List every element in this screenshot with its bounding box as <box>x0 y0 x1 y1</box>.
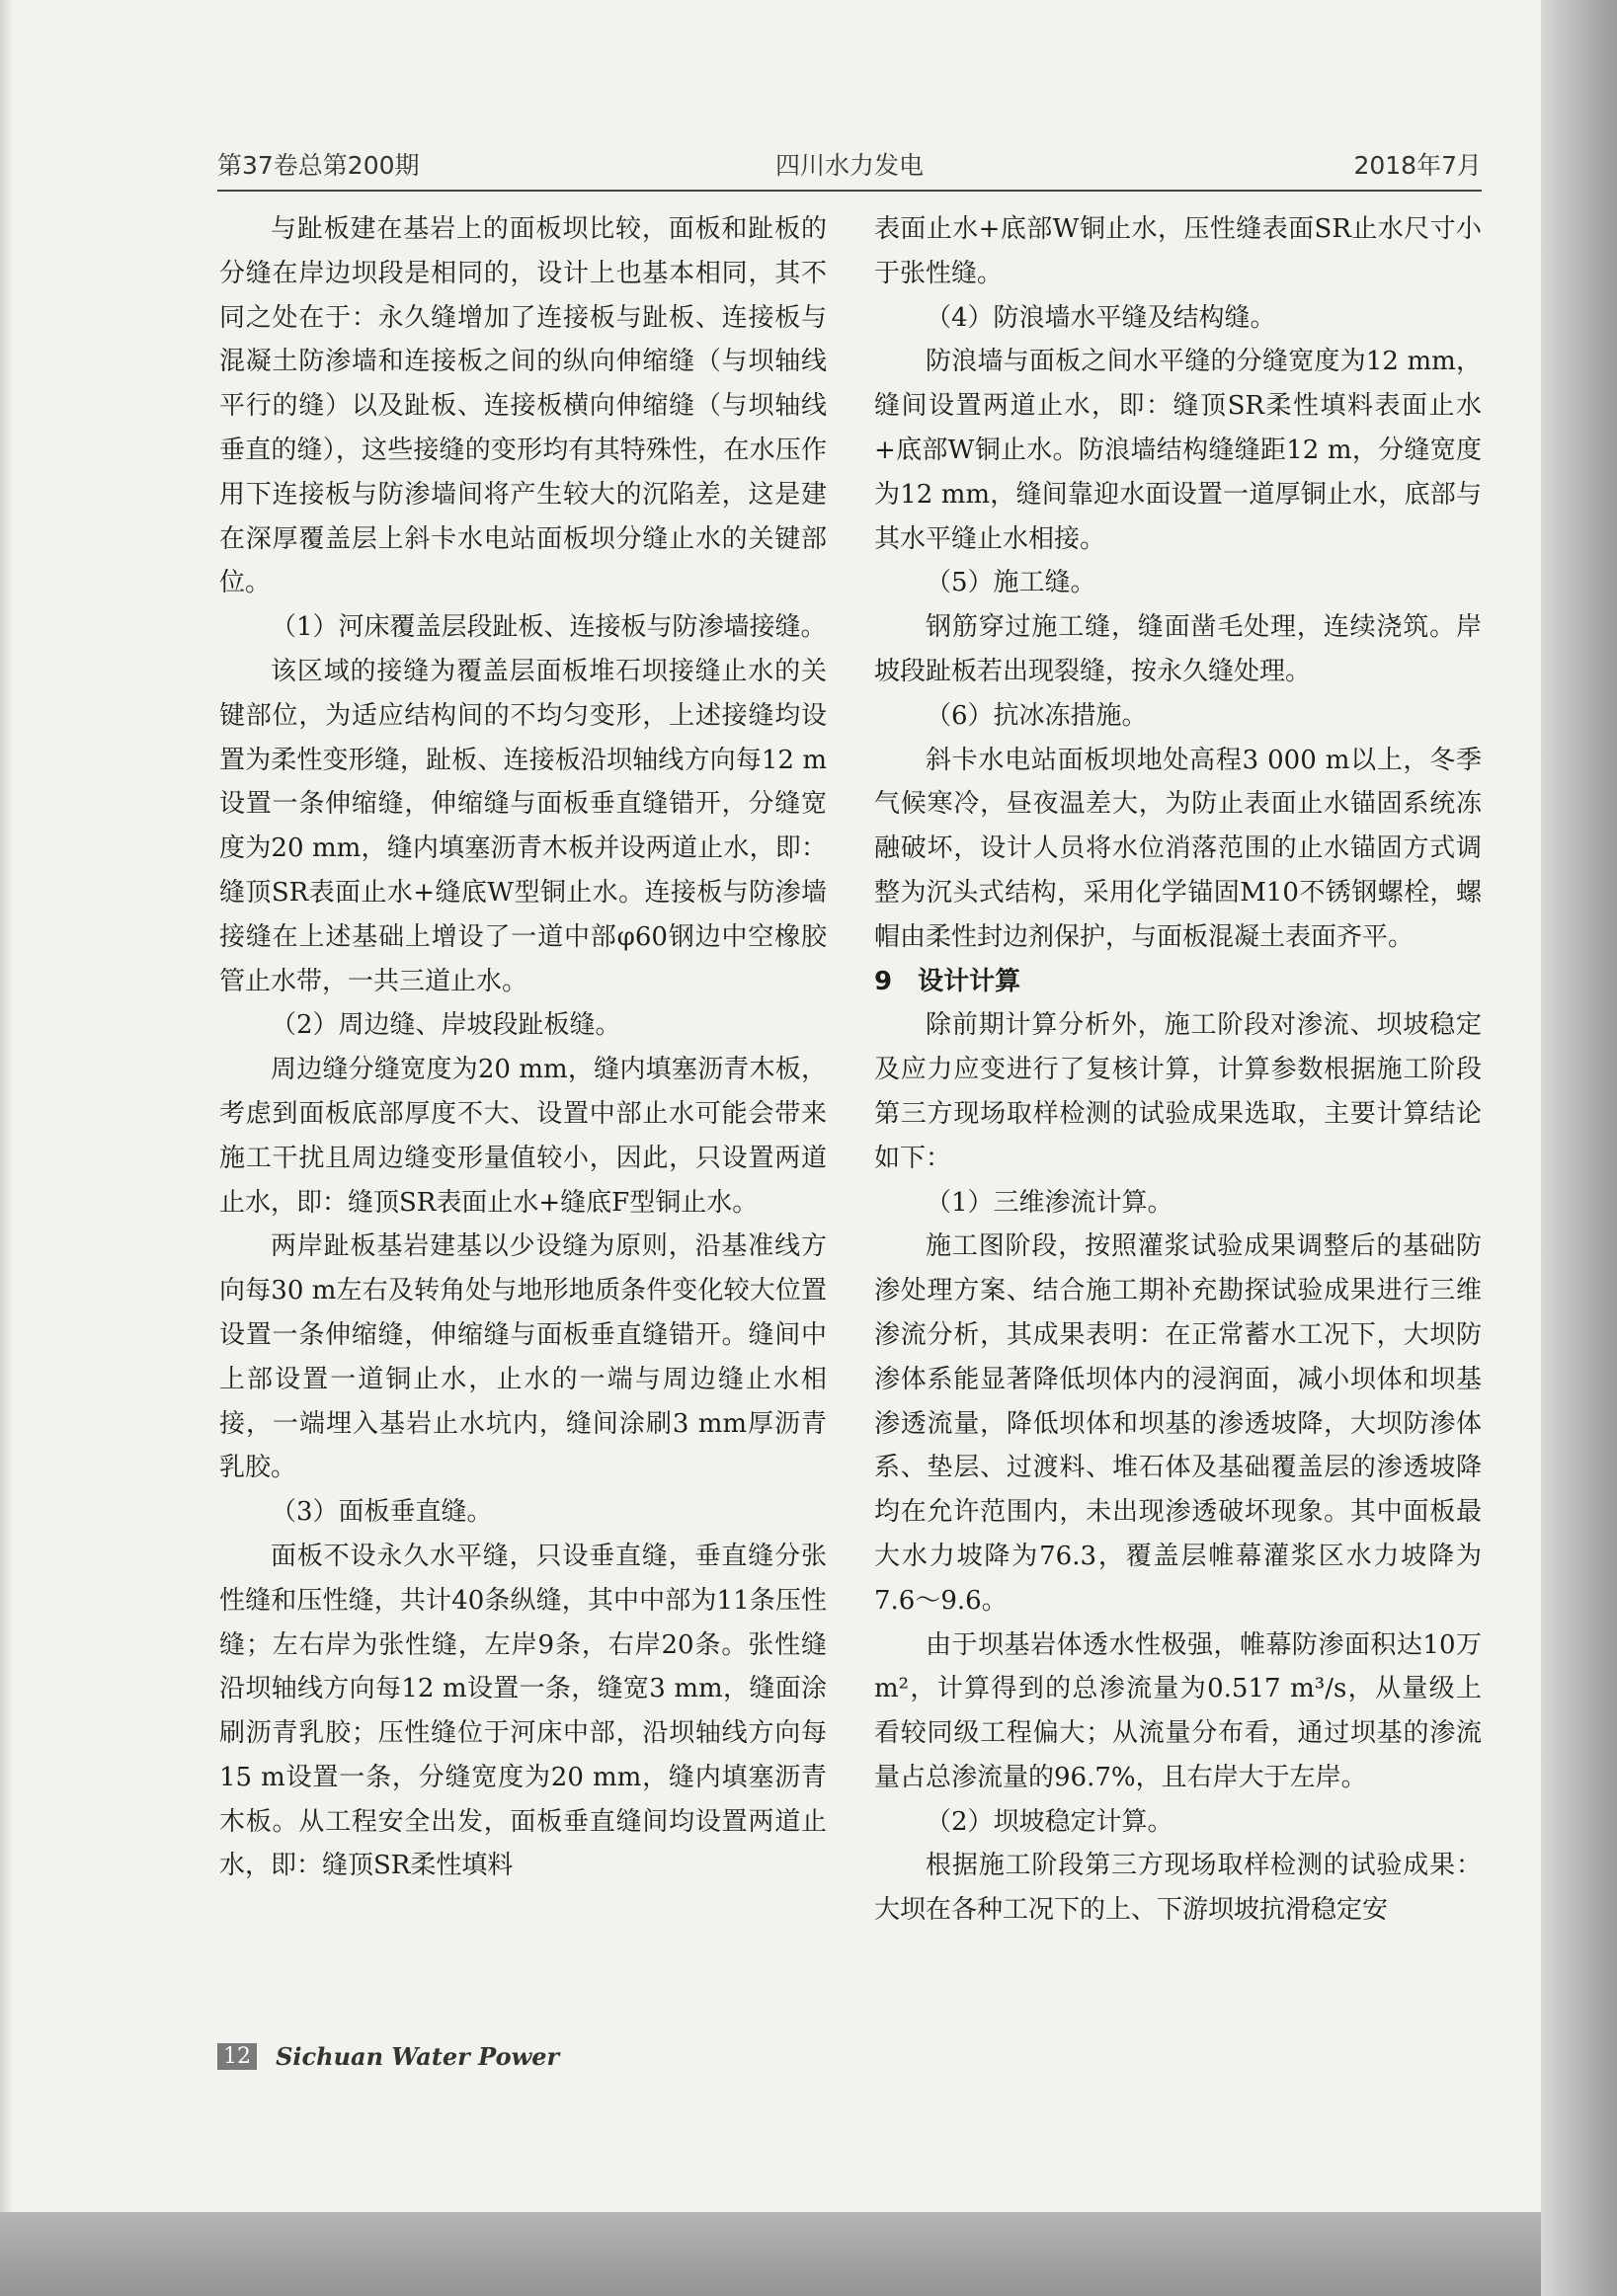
paragraph: （6）抗冰冻措施。 <box>926 700 1148 731</box>
header-date: 2018年7月 <box>1353 151 1482 180</box>
page-number: 12 <box>217 2043 257 2070</box>
paragraph: （1）三维渗流计算。 <box>926 1187 1173 1218</box>
paragraph: （5）施工缝。 <box>926 568 1096 598</box>
paragraph: 该区域的接缝为覆盖层面板堆石坝接缝止水的关键部位，为适应结构间的不均匀变形，上述接缝均设置为柔性变形缝，趾板、连接板沿坝轴线方向每12 m设置一条伸缩缝，伸缩缝与面板垂直缝错开，分缝宽度为20 mm，缝内填塞沥青木板并设两道止水，即：缝顶SR表面止水+缝底W型铜止水。连接板与防渗墙接缝在上述基础上增设了一道中部φ60钢边中空橡胶管止水带，一共三道止水。 <box>219 656 827 996</box>
paragraph: 由于坝基岩体透水性极强，帷幕防渗面积达10万m²，计算得到的总渗流量为0.517 m³/s，从量级上看较同级工程偏大；从流量分布看，通过坝基的渗流量占总渗流量的96.7%，且右岸大于左岸。 <box>874 1629 1482 1792</box>
header-rule <box>217 190 1482 192</box>
paragraph: 根据施工阶段第三方现场取样检测的试验成果：大坝在各种工况下的上、下游坝坡抗滑稳定安 <box>874 1851 1482 1926</box>
paragraph: 防浪墙与面板之间水平缝的分缝宽度为12 mm，缝间设置两道止水，即：缝顶SR柔性填料表面止水+底部W铜止水。防浪墙结构缝缝距12 m，分缝宽度为12 mm，缝间靠迎水面设置一道厚铜止水，底部与其水平缝止水相接。 <box>874 347 1482 554</box>
running-header <box>217 146 1482 186</box>
paragraph: 施工图阶段，按照灌浆试验成果调整后的基础防渗处理方案、结合施工期补充勘探试验成果进行三维渗流分析，其成果表明：在正常蓄水工况下，大坝防渗体系能显著降低坝体内的浸润面，减小坝体和坝基渗透流量，降低坝体和坝基的渗透坡降，大坝防渗体系、垫层、过渡料、堆石体及基础覆盖层的渗透坡降均在允许范围内，未出现渗透破坏现象。其中面板最大水力坡降为76.3，覆盖层帷幕灌浆区水力坡降为7.6～9.6。 <box>874 1231 1482 1616</box>
paragraph: 斜卡水电站面板坝地处高程3 000 m以上，冬季气候寒冷，昼夜温差大，为防止表面止水锚固系统冻融破坏，设计人员将水位消落范围的止水锚固方式调整为沉头式结构，采用化学锚固M10不锈钢螺栓，螺帽由柔性封边剂保护，与面板混凝土表面齐平。 <box>874 745 1482 952</box>
paragraph: （3）面板垂直缝。 <box>271 1497 493 1528</box>
paragraph: 与趾板建在基岩上的面板坝比较，面板和趾板的分缝在岸边坝段是相同的，设计上也基本相同，其不同之处在于：永久缝增加了连接板与趾板、连接板与混凝土防渗墙和连接板之间的纵向伸缩缝（与坝轴线平行的缝）以及趾板、连接板横向伸缩缝（与坝轴线垂直的缝），这些接缝的变形均有其特殊性，在水压作用下连接板与防渗墙间将产生较大的沉陷差，这是建在深厚覆盖层上斜卡水电站面板坝分缝止水的关键部位。 <box>219 214 827 598</box>
page-left-edge <box>0 0 14 2212</box>
left-text-column <box>219 207 827 2015</box>
paragraph: （2）周边缝、岸坡段趾板缝。 <box>271 1010 621 1041</box>
paragraph: （4）防浪墙水平缝及结构缝。 <box>926 302 1276 333</box>
paragraph: 钢筋穿过施工缝，缝面凿毛处理，连续浇筑。岸坡段趾板若出现裂缝，按永久缝处理。 <box>874 612 1482 686</box>
paragraph: 周边缝分缝宽度为20 mm，缝内填塞沥青木板，考虑到面板底部厚度不大、设置中部止水可能会带来施工干扰且周边缝变形量值较小，因此，只设置两道止水，即：缝顶SR表面止水+缝底F型铜止水。 <box>219 1055 827 1218</box>
paragraph: 除前期计算分析外，施工阶段对渗流、坝坡稳定及应力应变进行了复核计算，计算参数根据施工阶段第三方现场取样检测的试验成果选取，主要计算结论如下： <box>874 1010 1482 1173</box>
paragraph: （2）坝坡稳定计算。 <box>926 1806 1173 1837</box>
footer-journal-name: Sichuan Water Power <box>276 2042 560 2071</box>
paragraph: 两岸趾板基岩建基以少设缝为原则，沿基准线方向每30 m左右及转角处与地形地质条件变化较大位置设置一条伸缩缝，伸缩缝与面板垂直缝错开。缝间中上部设置一道铜止水，止水的一端与周边缝止水相接，一端埋入基岩止水坑内，缝间涂刷3 mm厚沥青乳胶。 <box>219 1231 827 1483</box>
scan-bottom-shadow <box>0 2212 1541 2296</box>
header-journal-title: 四川水力发电 <box>774 151 924 180</box>
right-text-column <box>874 207 1482 2015</box>
continued-paragraph: 表面止水+底部W铜止水，压性缝表面SR止水尺寸小于张性缝。 <box>874 214 1482 288</box>
book-spine-shadow <box>1541 0 1617 2296</box>
page-footer <box>217 2042 559 2076</box>
section-heading: 9 设计计算 <box>874 966 1021 996</box>
paragraph: 面板不设永久水平缝，只设垂直缝，垂直缝分张性缝和压性缝，共计40条纵缝，其中中部为11条压性缝；左右岸为张性缝，左岸9条，右岸20条。张性缝沿坝轴线方向每12 m设置一条，缝宽3 mm，缝面涂刷沥青乳胶；压性缝位于河床中部，沿坝轴线方向每15 m设置一条，分缝宽度为20 mm，缝内填塞沥青木板。从工程安全出发，面板垂直缝间均设置两道止水，即：缝顶SR柔性填料 <box>219 1541 827 1881</box>
paragraph: （1）河床覆盖层段趾板、连接板与防渗墙接缝。 <box>271 612 827 643</box>
header-volume-issue: 第37卷总第200期 <box>217 151 420 180</box>
